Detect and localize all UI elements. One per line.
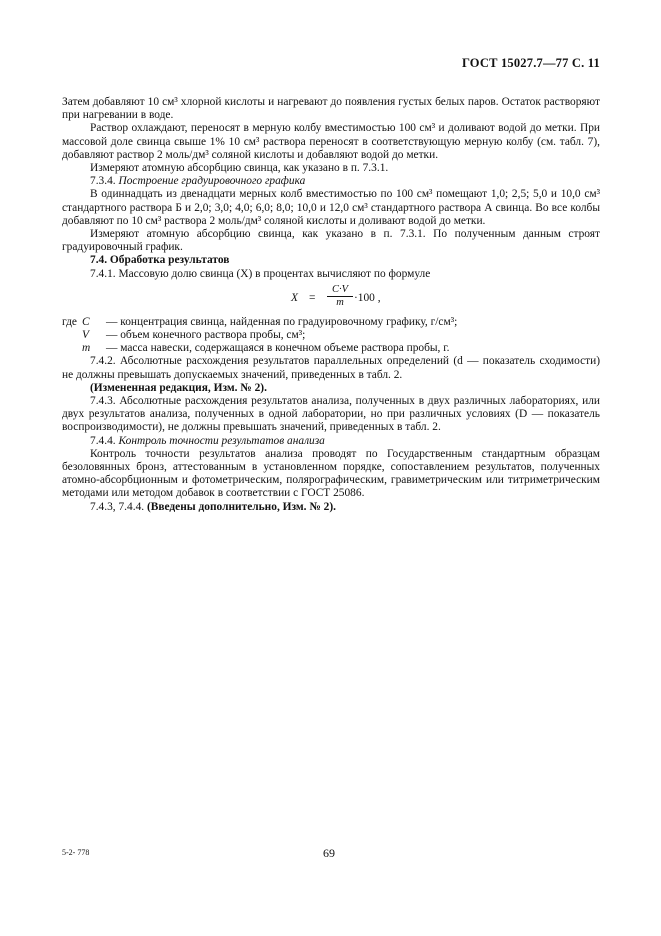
formula-denominator: m (336, 296, 344, 308)
paragraph: Раствор охлаждают, переносят в мерную колбу вместимостью 100 см³ и доливают водой до метки. При массовой доле свинца свыше 1% 10 см³ раствора переносят в соответствующую мерную колбу (см. табл. 7), добавляют раствор 2 моль/дм³ соляной кислоты и добавляют водой до метки. (62, 122, 600, 161)
subsection-heading (62, 435, 600, 448)
paragraph: В одиннадцать из двенадцати мерных колб вместимостью по 100 см³ помещают 1,0; 2,5; 5,0 и 10,0 см³ стандартного раствора Б и 2,0; 3,0; 4,0; 6,0; 8,0; 10,0 и 12,0 см³ стандартного раствора А свинца. Во все колбы добавляют по 10 см³ раствора 2 моль/дм³ соляной кислоты и доливают водой до метки. (62, 188, 600, 227)
definition-row (62, 342, 600, 355)
print-code: 5-2- 778 (62, 848, 90, 857)
definition-prefix: где (62, 315, 77, 328)
paragraph: Измеряют атомную абсорбцию свинца, как указано в п. 7.3.1. (90, 162, 389, 175)
formula-equals: = (309, 291, 316, 304)
subsection-number: 7.4.4. (90, 434, 116, 447)
amendment-text: (Введены дополнительно, Изм. № 2). (146, 500, 336, 513)
amendment-note (62, 501, 600, 514)
formula-fraction (327, 284, 353, 309)
definition-text: — концентрация свинца, найденная по градуировочному графику, г/см³; (106, 315, 458, 328)
definition-text: — объем конечного раствора пробы, см³; (106, 329, 306, 342)
formula-tail: ·100 , (354, 291, 381, 304)
paragraph: Измеряют атомную абсорбцию свинца, как указано в п. 7.3.1. По полученным данным строят градуировочный график. (62, 228, 600, 254)
paragraph: Контроль точности результатов анализа проводят по Государственным стандартным образцам безоловянных бронз, аттестованным в установленном порядке, сопоставлением результатов, полученных атомно-абсорбционным и фотометрическим, полярографическим, гравиметрическим или титриметрическим методами или методом добавок в соответствии с ГОСТ 25086. (62, 447, 600, 500)
definition-row (62, 316, 600, 329)
paragraph: 7.4.1. Массовую долю свинца (X) в процентах вычисляют по формуле (90, 267, 431, 280)
page-number: 69 (323, 846, 335, 860)
document-body (62, 96, 600, 514)
subsection-title: Контроль точности результатов анализа (118, 434, 325, 447)
section-heading: 7.4. Обработка результатов (90, 254, 230, 267)
definition-symbol: m (82, 342, 91, 355)
subsection-number: 7.3.4. (90, 175, 116, 188)
formula-numerator: C·V (327, 284, 353, 297)
definition-row (62, 329, 600, 342)
definition-prefix (62, 342, 82, 355)
amendment-prefix: 7.4.3, 7.4.4. (90, 500, 145, 513)
formula (62, 284, 600, 314)
subsection-title: Построение градуировочного графика (118, 175, 306, 188)
subsection-heading (62, 175, 600, 188)
page-header: ГОСТ 15027.7—77 С. 11 (461, 56, 600, 70)
definition-symbol: C (82, 315, 90, 328)
definition-symbol: V (82, 329, 89, 342)
amendment-note: (Измененная редакция, Изм. № 2). (90, 381, 267, 394)
formula-lhs: X (291, 291, 298, 304)
paragraph: 7.4.3. Абсолютные расхождения результатов анализа, полученных в двух различных лабораториях, или двух результатов анализа, полученных в одной лаборатории, но при различных условиях (D — показатель воспроизводимости), не должны превышать значений, приведенных в табл. 2. (62, 395, 600, 434)
definition-text: — масса навески, содержащаяся в конечном объеме раствора пробы, г. (106, 342, 450, 355)
paragraph: Затем добавляют 10 см³ хлорной кислоты и нагревают до появления густых белых паров. Остаток растворяют при нагревании в воде. (62, 96, 600, 122)
definition-prefix (62, 329, 82, 342)
definitions-list (62, 316, 600, 356)
paragraph: 7.4.2. Абсолютные расхождения результатов параллельных определений (d — показатель сходимости) не должны превышать допускаемых значений, приведенных в табл. 2. (62, 355, 600, 381)
